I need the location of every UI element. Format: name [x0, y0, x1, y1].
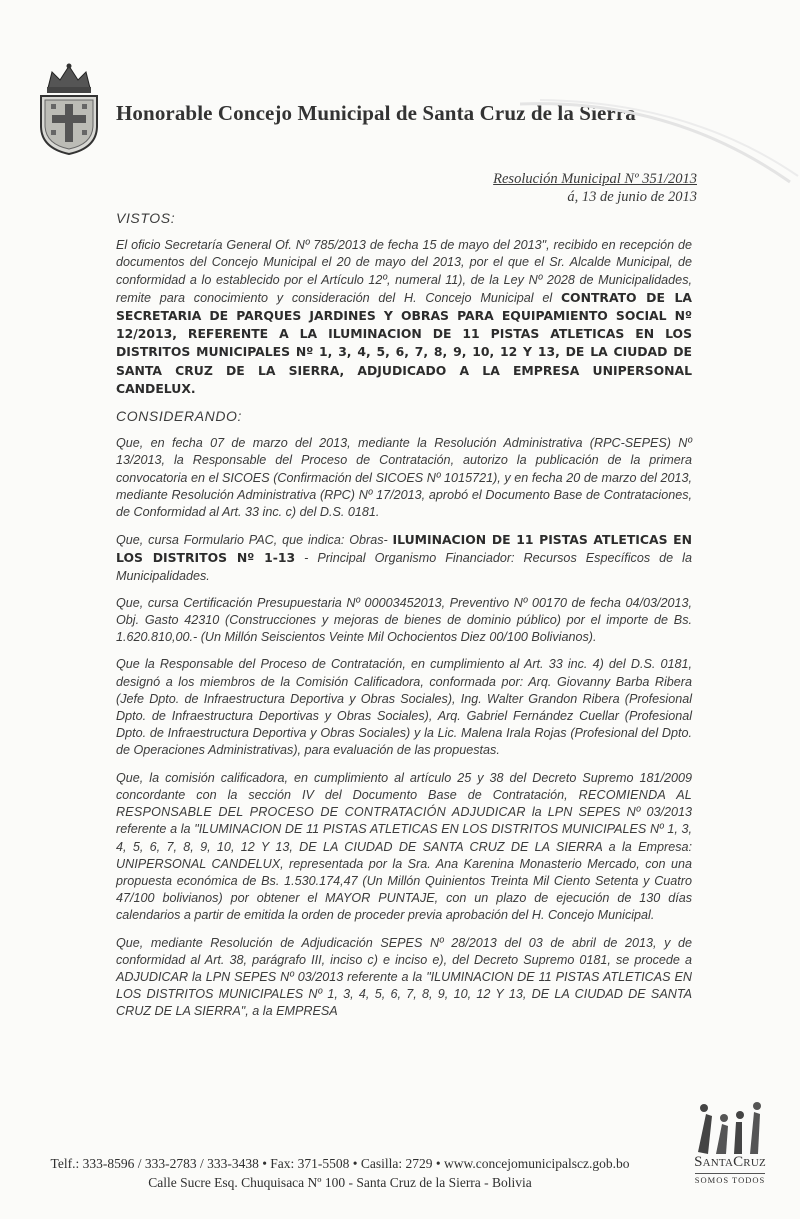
resolution-reference: [493, 170, 697, 206]
logo-tagline: SOMOS TODOS: [694, 1175, 766, 1185]
logo-name: SantaCruz: [694, 1154, 766, 1170]
logo-text: [684, 1154, 776, 1188]
resolution-date: á, 13 de junio de 2013: [567, 189, 697, 205]
p5-text-a: Que, la comisión calificadora, en cumplimiento al artículo 25 y 38 del Decreto Supremo 181/2009 concordante con la sección IV del Documento Base de Contratación,: [116, 770, 692, 802]
paragraph-considerando-2: [116, 531, 692, 585]
p2-bold-text: ILUMINACION DE 11 PISTAS ATLETICAS EN LOS DISTRITOS Nº 1-13: [116, 532, 692, 566]
paragraph-considerando-1: Que, en fecha 07 de marzo del 2013, mediante la Resolución Administrativa (RPC-SEPES) Nº 13/2013, la Responsable del Proceso de Contratación, autorizo la publicación de la primera convocatoria en el SICOES (Confirmación del SICOES Nº 1015721), y en fecha 20 de marzo del 2013, mediante Resolución Administrativa (RPC) Nº 17/2013, aprobó el Documento Base de Contrataciones, de Conformidad al Art. 33 inc. c) del D.S. 0181.: [116, 436, 692, 520]
paragraph-considerando-5: [116, 770, 692, 925]
footer-contact: [20, 1154, 660, 1192]
footer-contact-line: Telf.: 333-8596 / 333-2783 / 333-3438 • Fax: 371-5508 • Casilla: 2729 • www.concejomunicipalscz.gob.bo: [50, 1156, 630, 1171]
document-body: [116, 210, 692, 1031]
paragraph-vistos: [116, 237, 692, 398]
paragraph-considerando-6: Que, mediante Resolución de Adjudicación SEPES Nº 28/2013 del 03 de abril de 2013, y de conformidad al Art. 38, parágrafo III, inciso c) e inciso e), del Decreto Supremo 0181, se procede a ADJUDICAR la LPN SEPES Nº 03/2013 referente a la "ILUMINACION DE 11 PISTAS ATLETICAS EN LOS DISTRITOS MUNICIPALES Nº 1, 3, 4, 5, 6, 7, 8, 9, 10, 12 Y 13, DE LA CIUDAD DE SANTA CRUZ DE LA SIERRA", a la EMPRESA: [116, 935, 692, 1019]
paragraph-considerando-4: Que la Responsable del Proceso de Contratación, en cumplimiento al Art. 33 inc. 4) del D.S. 0181, designó a los miembros de la Comisión Calificadora, conformada por: Arq. Giovanny Barba Ribera (Jefe Dpto. de Infraestructura Deportiva y Obras Sociales), Ing. Walter Grandon Ribera (Profesional Dpto. de Infraestructura Deportivas y Obras Sociales), Arq. Gabriel Fernández Cuellar (Profesional Dpto. de Infraestructura Deportiva y Obras Sociales) y la Lic. Malena Irala Rojas (Profesional del Dpto. de Operaciones Administrativas), para evaluación de las propuestas.: [116, 657, 692, 758]
vistos-bold-text: CONTRATO DE LA SECRETARIA DE PARQUES JARDINES Y OBRAS PARA EQUIPAMIENTO SOCIAL Nº 12/2013, REFERENTE A LA ILUMINACION DE 11 PISTAS ATLETICAS EN LOS DISTRITOS MUNICIPALES Nº 1, 3, 4, 5, 6, 7, 8, 9, 10, 12 Y 13, DE LA CIUDAD DE SANTA CRUZ DE LA SIERRA, ADJUDICADO A LA EMPRESA UNIPERSONAL CANDELUX.: [116, 289, 693, 396]
organization-title: Honorable Concejo Municipal de Santa Cruz de la Sierra: [116, 101, 636, 125]
coat-of-arms-icon: [38, 60, 100, 155]
p5-text-c: la LPN SEPES Nº 03/2013 referente a la "ILUMINACION DE 11 PISTAS ATLETICAS EN LOS DISTRITOS MUNICIPALES Nº 1, 3, 4, 5, 6, 7, 8, 9, 10, 12 Y 13, DE LA CIUDAD DE SANTA CRUZ DE LA SIERRA a la Empresa: UNIPERSONAL CANDELUX, representada por la Sra. Ana Karenina Monasterio Mercado, con una propuesta económica de Bs. 1.530.174,47 (Un Millón Quinientos Treinta Mil Ciento Setenta y Cuatro 47/100 bolivianos) por obtener el MAYOR PUNTAJE, con un plazo de ejecución de 130 días calendarios a partir de emitida la orden de proceder previa aprobación del H. Concejo Municipal.: [116, 805, 693, 923]
p2-text-a: Que, cursa Formulario PAC, que indica: Obras-: [116, 533, 393, 548]
resolution-number: Resolución Municipal Nº 351/2013: [493, 171, 697, 187]
vistos-text: El oficio Secretaría General Of. Nº 785/2013 de fecha 15 de mayo del 2013", recibido en recepción de documentos del Concejo Municipal el 20 de mayo del 2013, por el que el Sr. Alcalde Municipal, de conformidad a lo establecido por el Artículo 12º, numeral 11), de la Ley Nº 2028 de Municipalidades, remite para conocimiento y consideración del H. Concejo Municipal el: [116, 238, 692, 305]
p5-caps-text: RECOMIENDA AL RESPONSABLE DEL PROCESO DE CONTRATACIÓN ADJUDICAR: [116, 787, 693, 820]
p2-text-c: - Principal Organismo Financiador: Recursos Específicos de la Municipalidades.: [116, 551, 692, 583]
section-heading-vistos: VISTOS:: [116, 210, 176, 226]
footer-address-line: Calle Sucre Esq. Chuquisaca Nº 100 - Santa Cruz de la Sierra - Bolivia: [148, 1175, 532, 1190]
paragraph-considerando-3: Que, cursa Certificación Presupuestaria Nº 00003452013, Preventivo Nº 00170 de fecha 04/03/2013, Obj. Gasto 42310 (Construcciones y mejoras de bienes de dominio público) por el importe de Bs. 1.620.810,00.- (Un Millón Seiscientos Veinte Mil Ochocientos Diez 00/100 Bolivianos).: [116, 595, 692, 645]
section-heading-considerando: CONSIDERANDO:: [116, 408, 243, 425]
